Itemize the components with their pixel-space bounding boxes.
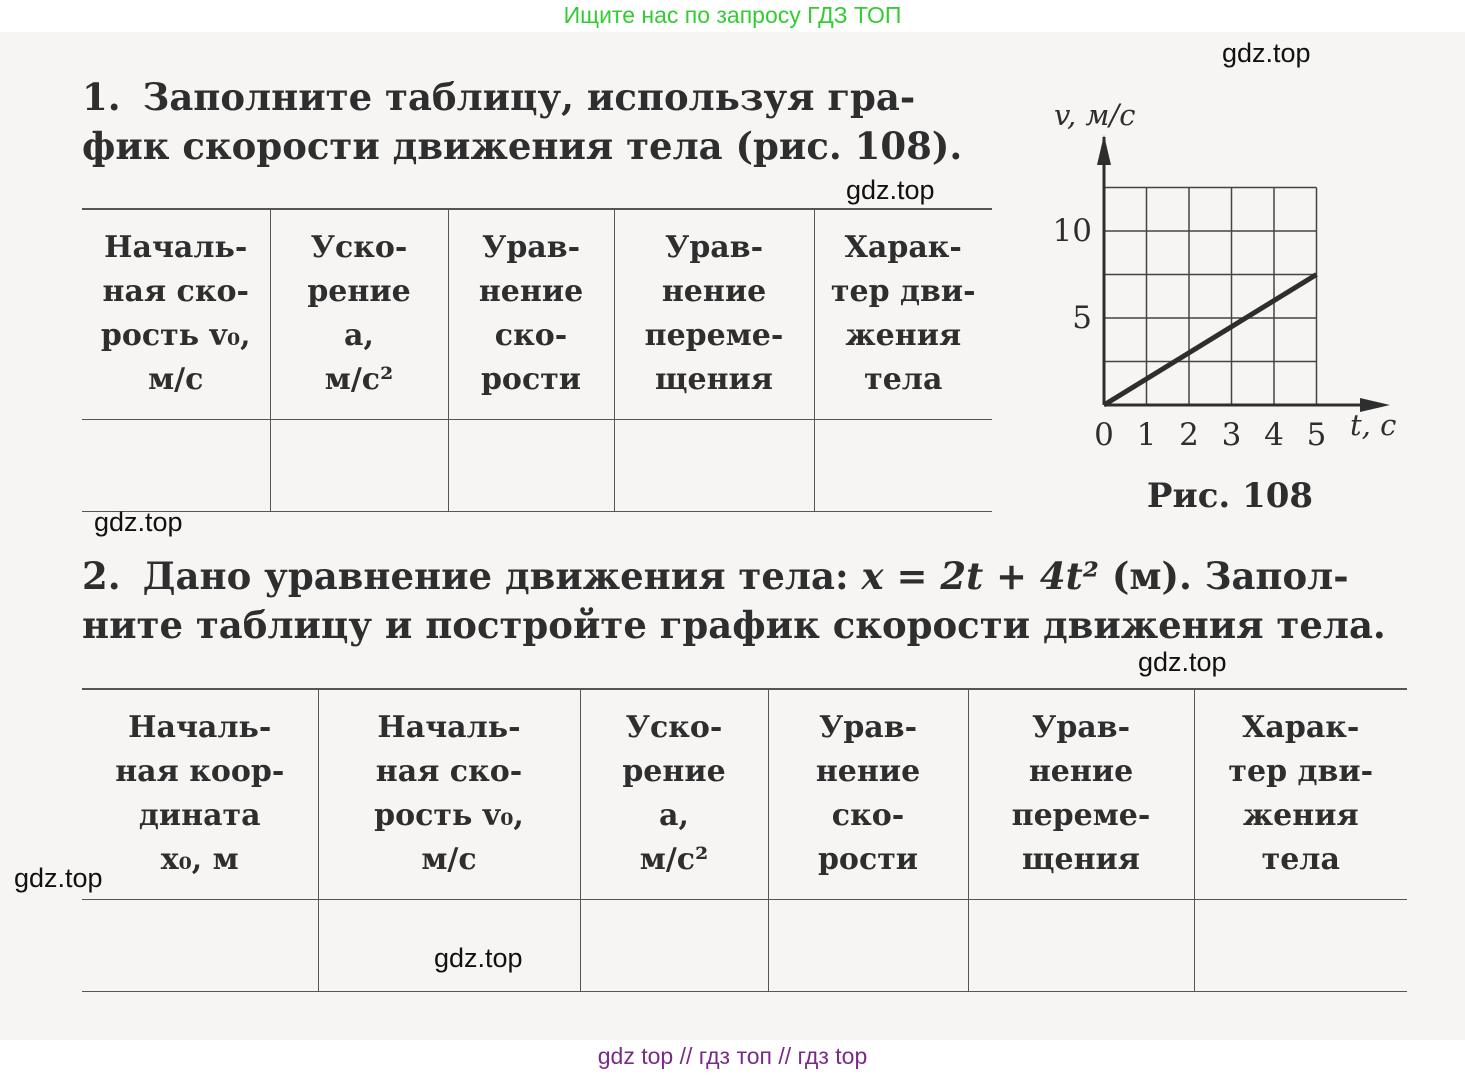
watermark: gdz.top [94, 507, 183, 537]
top-banner[interactable]: Ищите нас по запросу ГДЗ ТОП [0, 0, 1465, 32]
y-tick-label: 10 [1052, 213, 1092, 249]
task-2-header-cell: Уско- рение a, м/с² [580, 689, 768, 899]
task-2-answer-cell[interactable] [580, 899, 768, 991]
x-tick-label: 4 [1264, 417, 1284, 453]
task-2-header-cell: Урав- нение переме- щения [968, 689, 1194, 899]
task-2-answer-cell[interactable] [82, 899, 318, 991]
watermark: gdz.top [434, 943, 523, 973]
task-2-answer-cell[interactable] [1194, 899, 1407, 991]
task-2-text [82, 552, 1422, 650]
task-2-line-2: ните таблицу и постройте график скорости движения тела. [82, 603, 1386, 647]
velocity-line [1104, 275, 1317, 406]
task-2-number: 2. [82, 554, 121, 598]
task-1-answer-cell[interactable] [270, 419, 448, 511]
x-tick-label: 1 [1136, 417, 1157, 453]
figure-caption: Рис. 108 [1146, 476, 1314, 516]
task-1-answer-cell[interactable] [448, 419, 614, 511]
x-tick-label: 0 [1094, 417, 1114, 453]
task-1-number: 1. [82, 75, 121, 119]
task-1-header-cell: Урав- нение ско- рости [448, 209, 614, 419]
task-2-header-row [82, 689, 1407, 899]
x-tick-labels [1094, 417, 1326, 453]
watermark: gdz.top [14, 863, 103, 893]
task-1-table [82, 208, 992, 512]
task-2-header-cell: Харак- тер дви- жения тела [1194, 689, 1407, 899]
task-2-answer-cell[interactable] [968, 899, 1194, 991]
x-tick-label: 3 [1221, 417, 1242, 453]
task-1-header-row [82, 209, 992, 419]
task-2-header-cell: Урав- нение ско- рости [768, 689, 968, 899]
task-2-header-cell: Началь- ная ско- рость v₀, м/с [318, 689, 580, 899]
task-2-table [82, 688, 1407, 992]
task-1-header-cell: Началь- ная ско- рость v₀, м/с [82, 209, 270, 419]
task-1-header-cell: Уско- рение a, м/с² [270, 209, 448, 419]
figure-108 [1040, 95, 1420, 525]
watermark: gdz.top [1138, 647, 1227, 677]
watermark: gdz.top [846, 175, 935, 205]
task-2-prefix: Дано уравнение движения тела: [142, 554, 862, 598]
x-tick-label: 5 [1306, 417, 1327, 453]
task-1-line-2: фик скорости движения тела (рис. 108). [82, 124, 963, 168]
task-2-header-cell: Началь- ная коор- дината x₀, м [82, 689, 318, 899]
task-1-line-1: Заполните таблицу, используя гра- [142, 75, 916, 119]
task-2-equation: x = 2t + 4t² [861, 554, 1099, 598]
task-2-suffix: (м). Запол- [1098, 554, 1349, 598]
velocity-graph [1040, 95, 1420, 525]
task-1-header-cell: Урав- нение переме- щения [614, 209, 814, 419]
y-tick-label: 5 [1072, 300, 1092, 336]
watermark: gdz.top [1222, 38, 1311, 68]
task-1-answer-row [82, 419, 992, 511]
task-1-text [82, 73, 1022, 171]
task-1-answer-cell[interactable] [614, 419, 814, 511]
task-1-answer-cell[interactable] [814, 419, 992, 511]
task-2-answer-cell[interactable] [768, 899, 968, 991]
x-axis-label: t, с [1350, 408, 1397, 442]
y-tick-labels [1053, 213, 1092, 336]
task-1-answer-cell[interactable] [82, 419, 270, 511]
y-axis-label: v, м/с [1054, 98, 1136, 132]
x-tick-label: 2 [1179, 417, 1199, 453]
task-1-header-cell: Харак- тер дви- жения тела [814, 209, 992, 419]
bottom-banner[interactable]: gdz top // гдз топ // гдз top [0, 1040, 1465, 1075]
y-axis-arrow [1097, 135, 1111, 165]
task-2-answer-row [82, 899, 1407, 991]
